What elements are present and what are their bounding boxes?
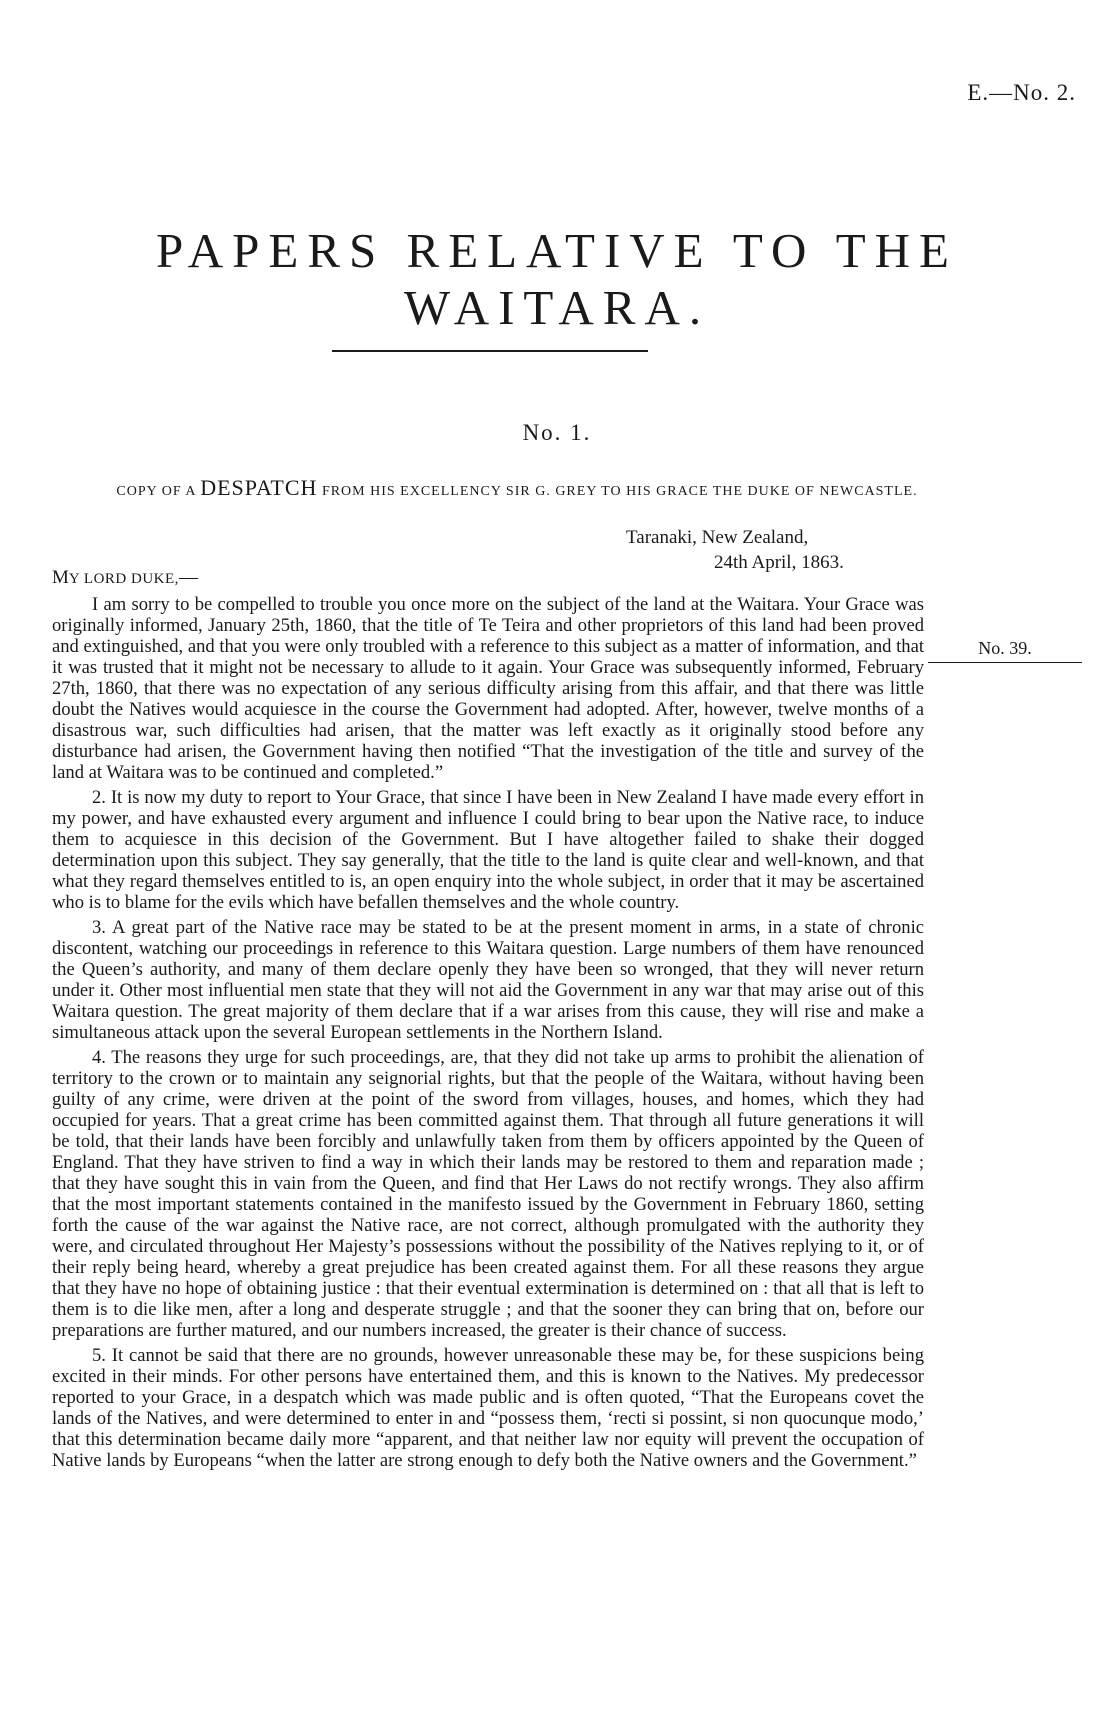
- title-divider: [332, 350, 648, 352]
- despatch-word: DESPATCH: [200, 475, 318, 500]
- document-reference: E.—No. 2.: [967, 80, 1076, 105]
- paragraph-3: 3. A great part of the Native race may be stated to be at the present moment in arms, in a state of chronic discontent, watching our proceedings in reference to this Waitara question. Large numbers of them have renounced the Queen’s authority, and many of them declare openly they have been so wronged, that they will never return under it. Other most influential men state that they will not aid the Government in any war that may arise out of this Waitara question. The great majority of them declare that if a war arises from this cause, they will rise and make a simultaneous attack upon the several European settlements in the Northern Island.: [52, 917, 924, 1043]
- salutation-smallcaps: Y LORD DUKE,: [68, 571, 179, 587]
- despatch-heading: [52, 476, 982, 504]
- paragraph-1: I am sorry to be compelled to trouble you once more on the subject of the land at the Waitara. Your Grace was originally informed, January 25th, 1860, that the title of Te Teira and other proprietors of this land had been proved and extinguished, and that you were only troubled with a reference to this subject as a matter of information, and that it was trusted that it might not be necessary to allude to it again. Your Grace was subsequently informed, February 27th, 1860, that there was no expectation of any serious difficulty arising from this affair, and that there was little doubt the Natives would acquiesce in the course the Government had adopted. After, however, twelve months of a disastrous war, such difficulties had arisen, that the matter was left exactly as it originally stood before any disturbance had arisen, the Government having then notified “That the investigation of the title and survey of the land at Waitara was to be continued and completed.”: [52, 594, 924, 783]
- margin-note: No. 39.: [978, 638, 1032, 658]
- salutation-dash: —: [178, 567, 198, 588]
- despatch-suffix: FROM HIS EXCELLENCY SIR G. GREY TO HIS GRACE THE DUKE OF NEWCASTLE.: [321, 484, 918, 499]
- paragraph-2: 2. It is now my duty to report to Your Grace, that since I have been in New Zealand I have made every effort in my power, and have exhausted every argument and influence I could bring to bear upon the Native race, to induce them to acquiesce in this decision of the Government. But I have altogether failed to shake their dogged determination upon this subject. They say generally, that the title to the land is quite clear and well-known, and that what they regard themselves entitled to is, an open enquiry into the whole subject, in order that it may be ascertained who is to blame for the evils which have befallen themselves and the whole country.: [52, 787, 924, 913]
- margin-divider: [928, 662, 1082, 663]
- letter-body: [52, 594, 924, 1475]
- letter-date: 24th April, 1863.: [714, 552, 844, 573]
- paragraph-4: 4. The reasons they urge for such proceedings, are, that they did not take up arms to prohibit the alienation of territory to the crown or to maintain any seignorial rights, but that the people of the Waitara, without having been guilty of any crime, were driven at the point of the sword from villages, houses, and homes, which they had occupied for years. That a great crime has been committed against them. That through all future generations it will be told, that their lands have been forcibly and unlawfully taken from them by officers appointed by the Queen of England. That they have striven to find a way in which their lands may be restored to them and reparation made ; that they have sought this in vain from the Queen, and find that Her Laws do not rectify wrongs. They also affirm that the most important statements contained in the manifesto issued by the Government in February 1860, setting forth the cause of the war against the Native race, are not correct, although promulgated with the authority they were, and circulated throughout Her Majesty’s possessions without the possibility of the Natives replying to it, or of their reply being heard, whereby a great prejudice has been created against them. For all these reasons they argue that they have no hope of obtaining justice : that their eventual extermination is determined on : that all that is left to them is to die like men, after a long and desperate struggle ; and that the sooner they can bring that on, before our preparations are further matured, and our numbers increased, the greater is their chance of success.: [52, 1047, 924, 1341]
- salutation-initial: M: [52, 567, 69, 588]
- salutation: [52, 567, 198, 589]
- section-number: No. 1.: [522, 420, 592, 445]
- paragraph-5: 5. It cannot be said that there are no grounds, however unreasonable these may be, for these suspicions being excited in their minds. For other persons have entertained them, and this is known to the Natives. My predecessor reported to your Grace, in a despatch which was made public and is often quoted, “That the Europeans covet the lands of the Natives, and were determined to enter in and “possess them, ‘recti si possint, si non quocunque modo,’ that this determination became daily more “apparent, and that neither law nor equity will prevent the occupation of Native lands by Europeans “when the latter are strong enough to defy both the Native owners and the Government.”: [52, 1345, 924, 1471]
- despatch-prefix: COPY OF A: [116, 484, 196, 499]
- letter-place: Taranaki, New Zealand,: [626, 527, 809, 548]
- page-title: PAPERS RELATIVE TO THE WAITARA.: [156, 223, 958, 335]
